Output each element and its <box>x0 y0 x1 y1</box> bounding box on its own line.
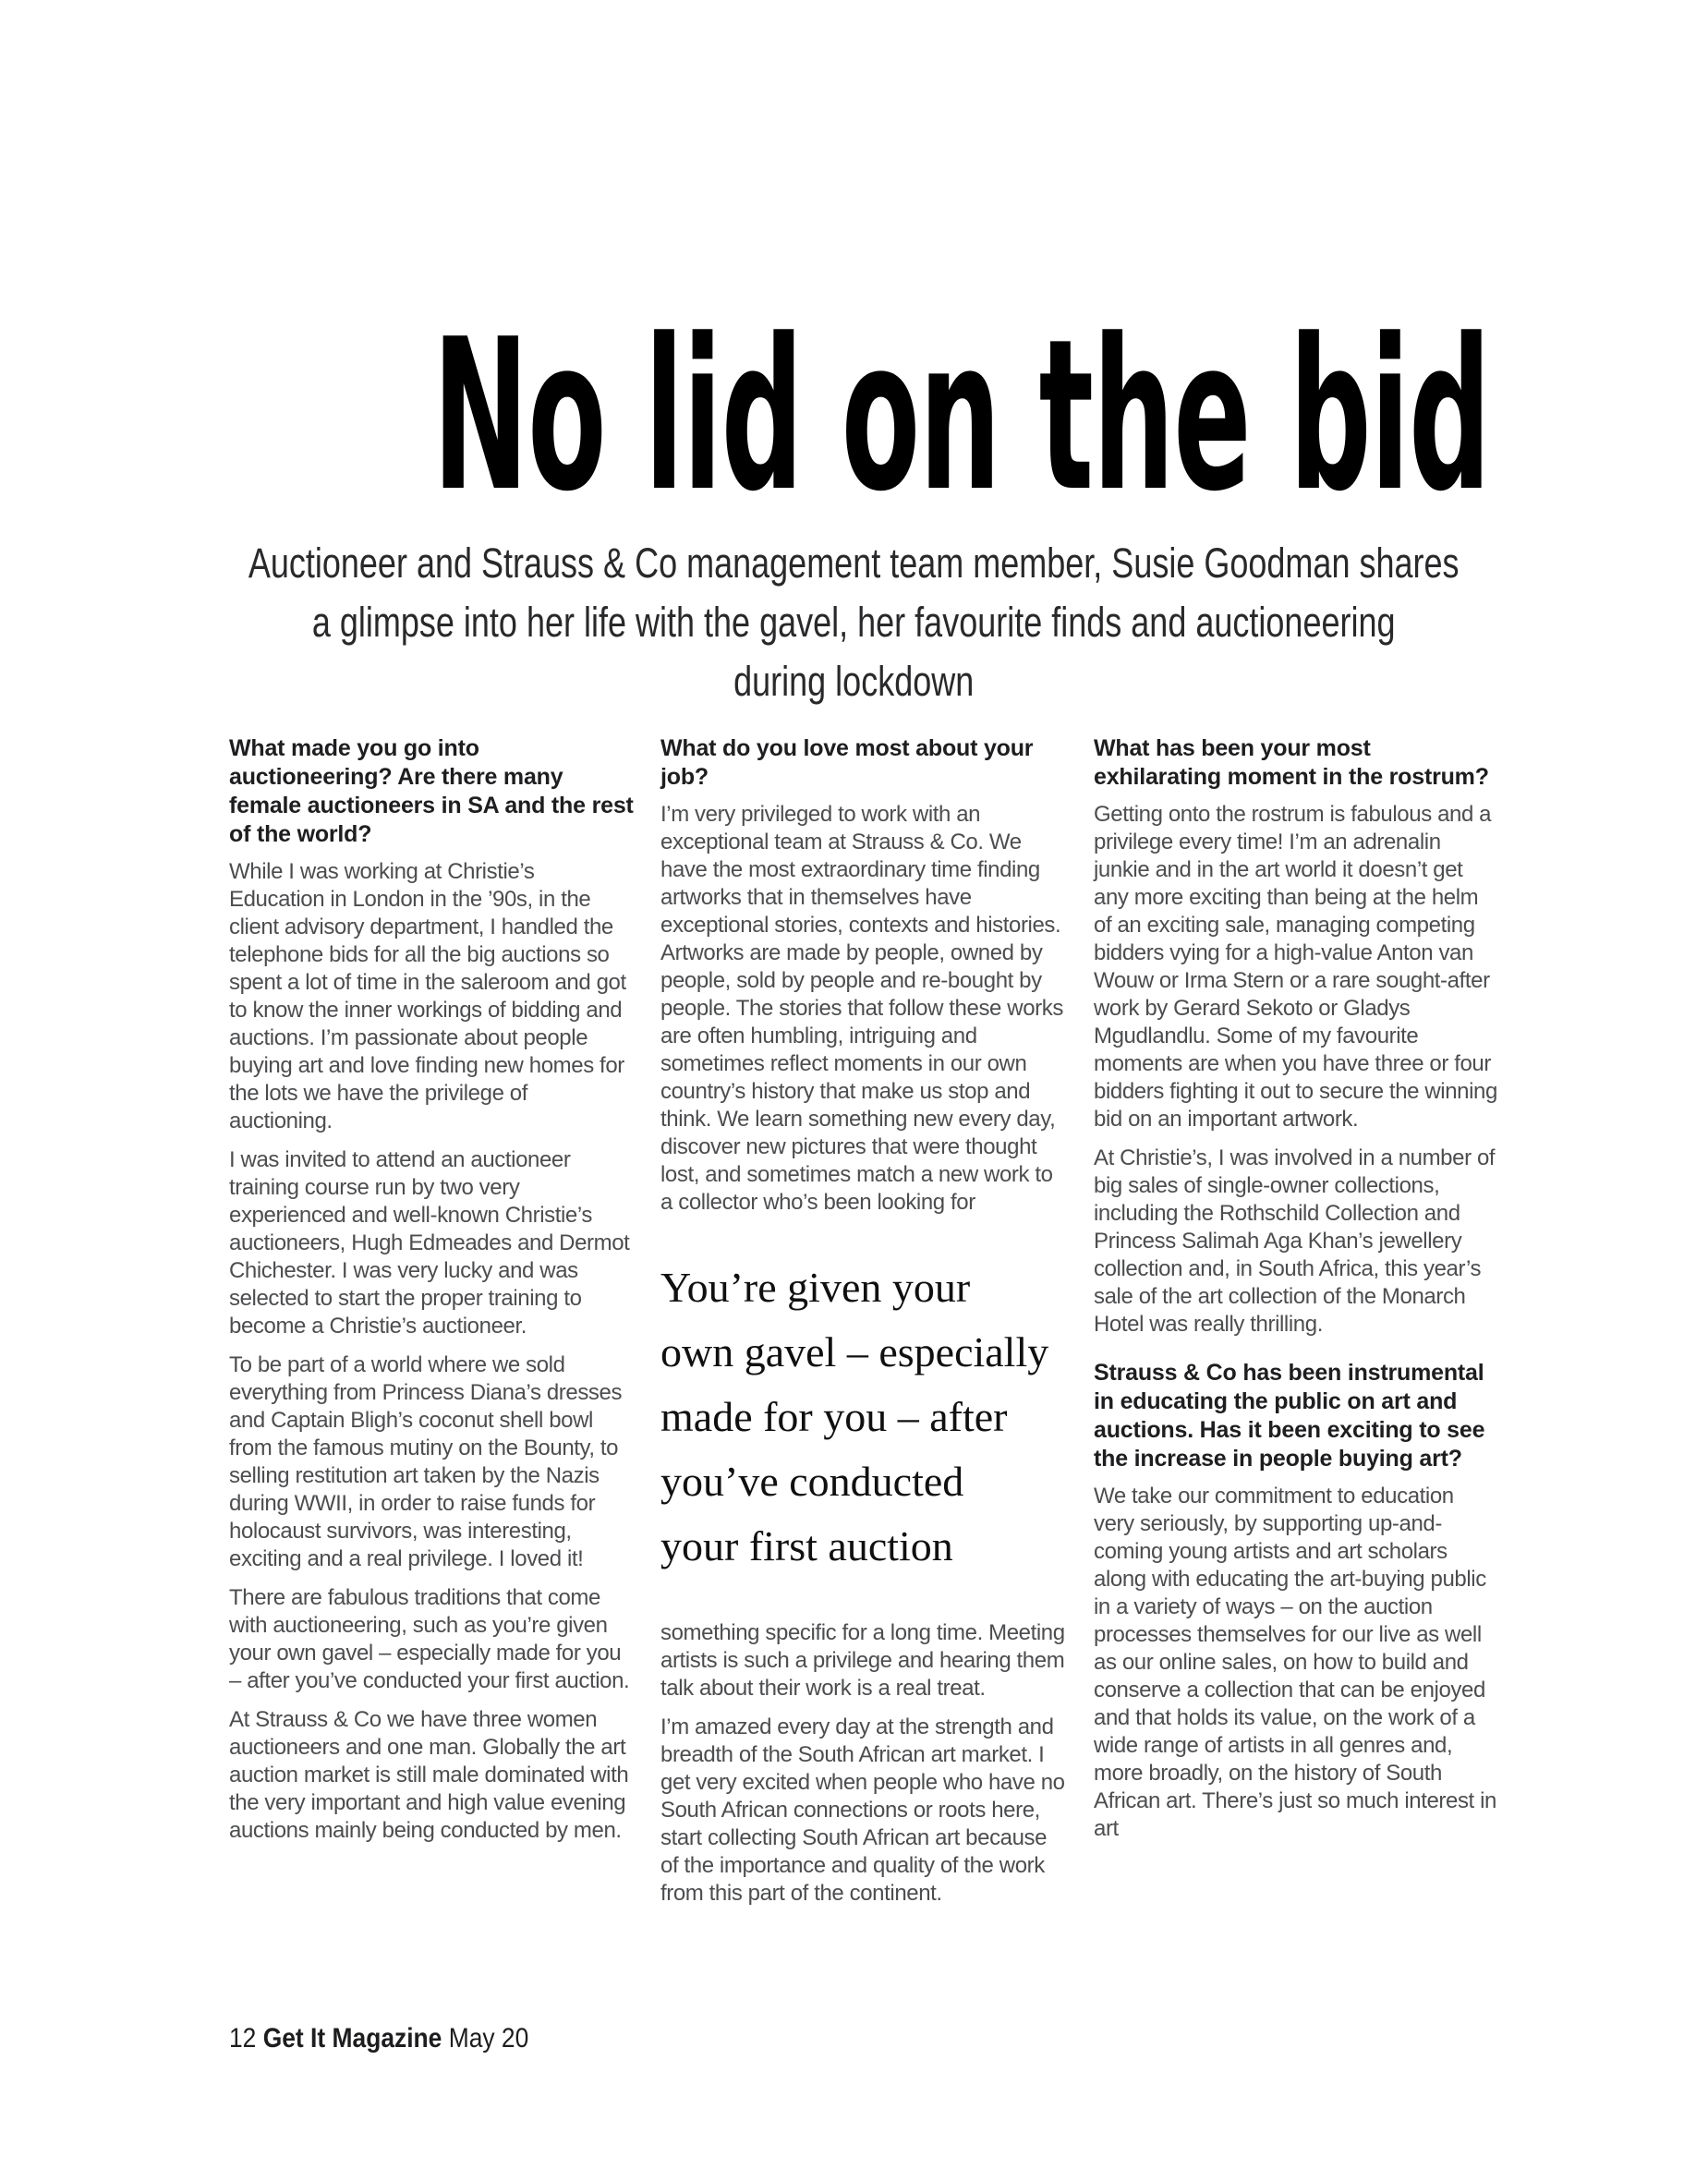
issue-date: May 20 <box>448 2023 529 2054</box>
body-paragraph: Getting onto the rostrum is fabulous and a privilege every time! I’m an adrenalin junkie and in the art world it doesn’t get any more exciting than being at the helm of an exciting sale, managing competing bidders vying for a high-value Anton van Wouw or Irma Stern or a rare sought-after work by Gerard Sekoto or Gladys Mgudlandlu. Some of my favourite moments are when you have three or four bidders fighting it out to secure the winning bid on an important artwork. <box>1094 802 1497 1132</box>
body-paragraph: I’m very privileged to work with an exceptional team at Strauss & Co. We have the most extraordinary time finding artworks that in themselves have exceptional stories, contexts and histories. Artworks are made by people, owned by people, sold by people and re-bought by people. The stories that follow these works are often humbling, intriguing and sometimes reflect moments in our own country’s history that make us stop and think. We learn something new every day, discover new pictures that were thought lost, and sometimes match a new work to a collector who’s been looking for <box>660 802 1063 1215</box>
text-column-1 <box>229 734 634 1856</box>
body-paragraph: There are fabulous traditions that come with auctioneering, such as you’re given your own gavel – especially made for you – after you’ve conducted your first auction. <box>229 1585 630 1693</box>
body-paragraph: something specific for a long time. Meeting artists is such a privilege and hearing them talk about their work is a real treat. <box>660 1620 1065 1701</box>
pull-quote-line: your first auction <box>660 1522 953 1569</box>
pull-quote <box>660 1255 1065 1579</box>
body-paragraph: I’m amazed every day at the strength and breadth of the South African art market. I get very excited when people who have no South African connections or roots here, start collecting South African art because of the importance and quality of the work from this part of the continent. <box>660 1715 1065 1906</box>
interview-question: What made you go into auctioneering? Are there many female auctioneers in SA and the rest of the world? <box>229 735 634 847</box>
body-paragraph: We take our commitment to education very seriously, by supporting up-and-coming young artists and art scholars along with educating the art-buying public in a variety of ways – on the auction processes themselves for our live as well as our online sales, on how to build and conserve a collection that can be enjoyed and that holds its value, on the work of a wide range of artists in all genres and, more broadly, on the history of South African art. There’s just so much interest in art <box>1094 1484 1496 1841</box>
article-standfirst <box>0 534 1708 711</box>
pull-quote-line: own gavel – especially <box>660 1328 1049 1375</box>
page-number: 12 <box>229 2023 257 2054</box>
standfirst-line: Auctioneer and Strauss & Co management team member, Susie Goodman shares <box>248 539 1460 587</box>
standfirst-line: during lockdown <box>733 658 975 705</box>
magazine-name: Get It Magazine <box>262 2023 442 2054</box>
text-column-3 <box>1094 734 1498 1854</box>
body-paragraph: At Strauss & Co we have three women auctioneers and one man. Globally the art auction market is still male dominated with the very important and high value evening auctions mainly being conducted by men. <box>229 1707 629 1843</box>
interview-question: What has been your most exhilarating moment in the rostrum? <box>1094 735 1489 790</box>
page-footer <box>229 2023 528 2054</box>
pull-quote-line: made for you – after <box>660 1393 1008 1440</box>
pull-quote-line: You’re given your <box>660 1264 971 1311</box>
interview-question: What do you love most about your job? <box>660 735 1034 790</box>
body-paragraph: At Christie’s, I was involved in a number of big sales of single-owner collections, including the Rothschild Collection and Princess Salimah Aga Khan’s jewellery collection and, in South Africa, this year’s sale of the art collection of the Monarch Hotel was really thrilling. <box>1094 1145 1496 1337</box>
body-paragraph: To be part of a world where we sold everything from Princess Diana’s dresses and Captain Bligh’s coconut shell bowl from the famous mutiny on the Bounty, to selling restitution art taken by the Nazis during WWII, in order to raise funds for holocaust survivors, was interesting, exciting and a real privilege. I loved it! <box>229 1352 623 1571</box>
interview-question: Strauss & Co has been instrumental in educating the public on art and auctions. Has it been exciting to see the increase in people buying art? <box>1094 1360 1485 1472</box>
article-headline <box>0 295 1708 538</box>
pull-quote-line: you’ve conducted <box>660 1458 964 1505</box>
body-paragraph: I was invited to attend an auctioneer training course run by two very experienced and well-known Christie’s auctioneers, Hugh Edmeades and Dermot Chichester. I was very lucky and was selected to start the proper training to become a Christie’s auctioneer. <box>229 1147 630 1339</box>
article-headline-text: No lid on the bid <box>432 295 1490 538</box>
text-column-2 <box>660 734 1065 1919</box>
body-paragraph: While I was working at Christie’s Education in London in the ’90s, in the client advisory department, I handled the telephone bids for all the big auctions so spent a lot of time in the saleroom and got to know the inner workings of bidding and auctions. I’m passionate about people buying art and love finding new homes for the lots we have the privilege of auctioning. <box>229 859 626 1133</box>
standfirst-line: a glimpse into her life with the gavel, her favourite finds and auctioneering <box>312 599 1396 646</box>
